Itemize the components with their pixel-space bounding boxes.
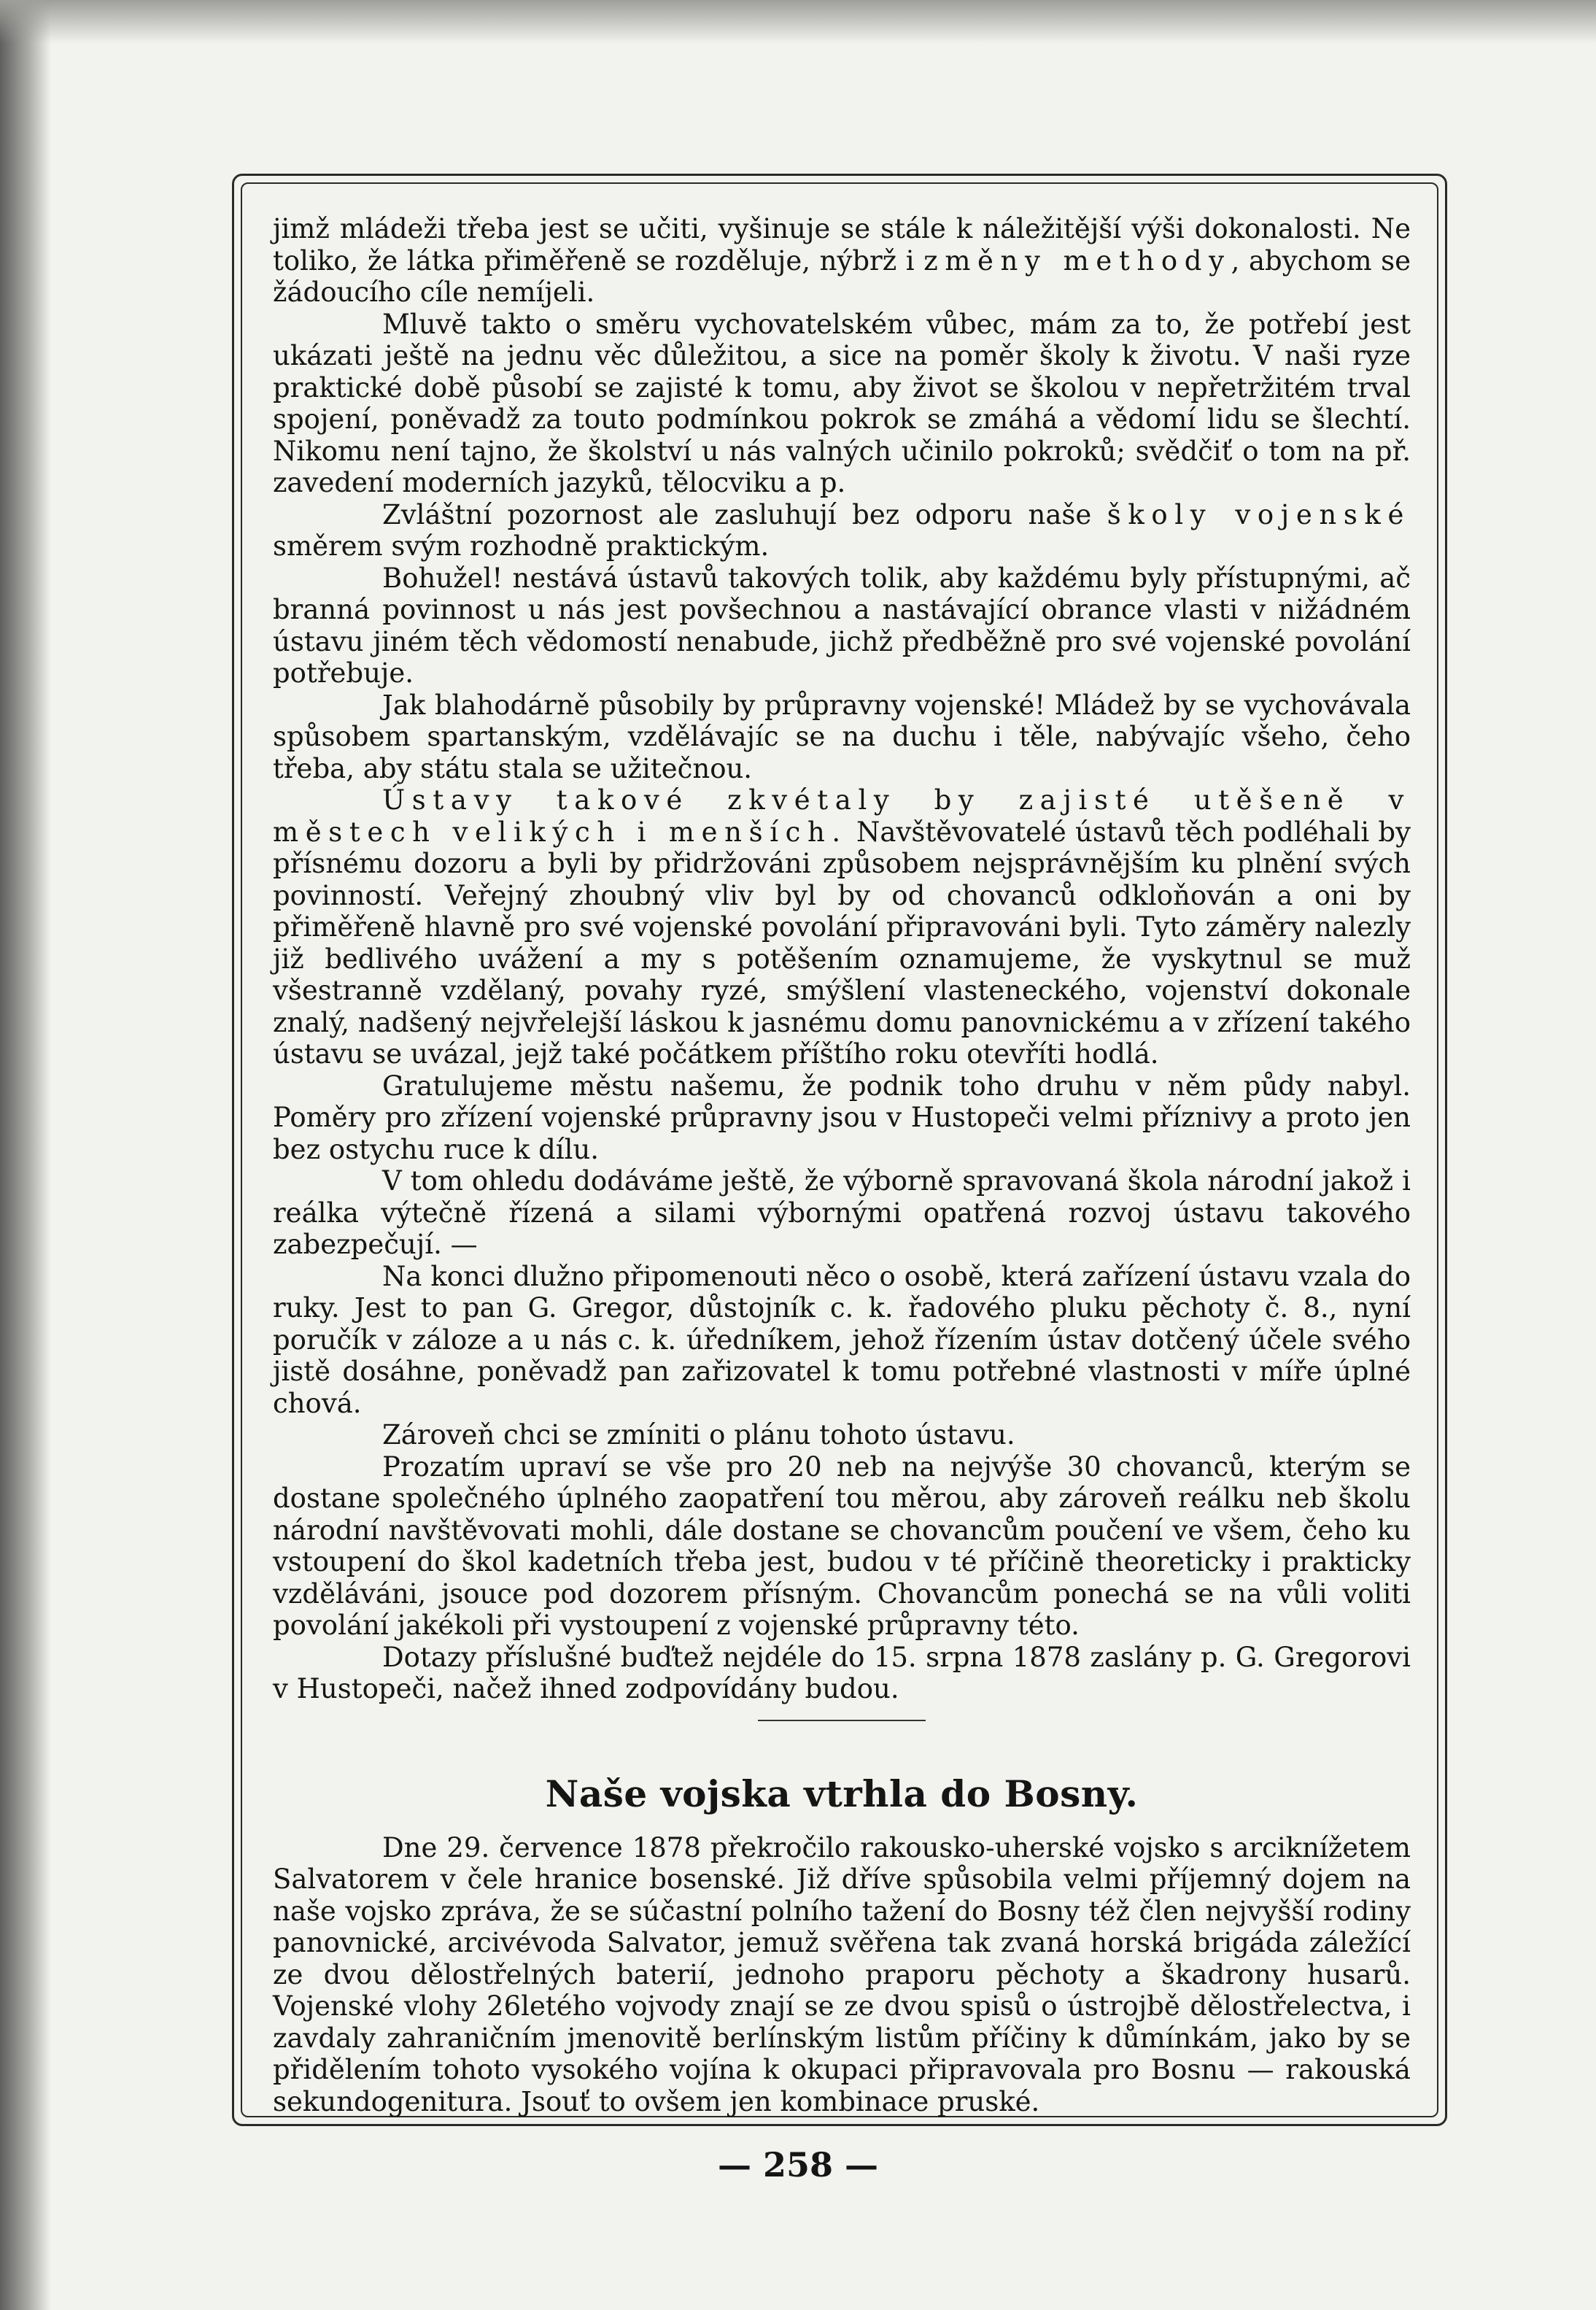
- page-number: — 258 —: [717, 2145, 879, 2185]
- article-bosnia: [273, 1772, 1411, 2118]
- paragraph-10: Zároveň chci se zmíniti o plánu tohoto ústavu.: [382, 1419, 1015, 1450]
- paragraph-bosnia-1: Dne 29. července 1878 překročilo rakousko-uherské vojsko s arciknížetem Salvatorem v čele hranice bosenské. Již dříve spůsobila velmi příjemný dojem na naše vojsko zpráva, že se súčastní polního tažení do Bosny též člen nejvyšší rodiny panovnické, arcivévoda Salvator, jemuž svěřena tak zvaná horská brigáda záležící ze dvou dělostřelných baterií, jednoho praporu pěchoty a škadrony husarů. Vojenské vlohy 26letého vojvody znají se ze dvou spisů o ústrojbě dělostřelectva, i zavdaly zahraničním jmenovitě berlínským listům příčiny k důmínkám, jako by se přidělením tohoto vysokého vojína k okupaci připravovala pro Bosnu — rakouská sekundogenitura. Jsouť to ovšem jen kombinace pruské.: [273, 1831, 1411, 2117]
- paragraph-2: Mluvě takto o směru vychovatelském vůbec, mám za to, že potřebí jest ukázati ještě na jednu věc důležitou, a sice na poměr školy k životu. V naši ryze praktické době působí se zajisté k tomu, aby život se školou v nepřetržitém trval spojení, poněvadž za touto podmínkou pokrok se zmáhá a vědomí lidu se šlechtí. Nikomu není tajno, že školství u nás valných učinilo pokroků; svědčiť o tom na př. zavedení moderních jazyků, tělocviku a p.: [273, 308, 1411, 498]
- section-divider: [758, 1720, 926, 1721]
- paragraph-4: Bohužel! nestává ústavů takových tolik, aby každému byly přístupnými, ač branná povinnost u nás jest povšechnou a nastávající obrance vlasti v nižádném ústavu jiném těch vědomostí nenabude, jichž předběžně pro své vojenské povolání potřebuje.: [273, 562, 1411, 689]
- emphasis-methods: změny methody: [923, 244, 1231, 277]
- emphasis-institutes: Ústavy takové zkvétaly by zajisté utěšeně v městech velikých i menších.: [273, 784, 1411, 848]
- paragraph-3-text-a: Zvláštní pozornost ale zasluhují bez odporu naše: [382, 498, 1107, 530]
- scan-shadow-left: [0, 0, 51, 2310]
- paragraph-6: [273, 784, 1411, 1070]
- paragraph-5: Jak blahodárně působily by průpravny vojenské! Mládež by se vychovávala spůsobem spartanským, vzdělávajíc se na duchu i těle, nabývajíc všeho, čeho třeba, aby státu stala se užitečnou.: [273, 689, 1411, 784]
- paragraph-1-text-c: , abychom se žádoucího cíle nemíjeli.: [273, 244, 1411, 308]
- paragraph-9: Na konci dlužno připomenouti něco o osobě, která zařízení ústavu vzala do ruky. Jest to pan G. Gregor, důstojník c. k. řadového pluku pěchoty č. 8., nyní poručík v záloze a u nás c. k. úředníkem, jehož řízením ústav dotčený účele svého jistě dosáhne, poněvadž pan zařizovatel k tomu potřebné vlastnosti v míře úplné chová.: [273, 1260, 1411, 1419]
- paragraph-3-text-c: směrem svým rozhodně praktickým.: [273, 530, 770, 562]
- paragraph-11: Prozatím upraví se vše pro 20 neb na nejvýše 30 chovanců, kterým se dostane společného úplného zaopatření tou měrou, aby zároveň reálku neb školu národní navštěvovati mohli, dále dostane se chovancům poučení ve všem, čeho ku vstoupení do škol kadetních třeba jest, budou v té příčině theoreticky i prakticky vzděláváni, jsouce pod dozorem přísným. Chovancům ponechá se na vůli voliti povolání jakékoli při vystoupení z vojenské průpravny této.: [273, 1450, 1411, 1641]
- paragraph-6-text-b: Navštěvovatelé ústavů těch podléhali by přísnému dozoru a byli by přidržováni způsobem nejsprávnějším ku plnění svých povinností. Veřejný zhoubný vliv byl by od chovanců odkloňován a oni by přiměřeně hlavně pro své vojenské povolání připravováni byli. Tyto záměry nalezly již bedlivého uvážení a my s potěšením oznamujeme, že vyskytnul se muž všestranně vzdělaný, povahy ryzé, smýšlení vlasteneckého, vojenství dokonale znalý, nadšený nejvřelejší láskou k jasnému domu panovnickému a v zřízení takého ústavu se uvázal, jejž také počátkem příštího roku otevříti hodlá.: [273, 816, 1411, 1070]
- paragraph-12: Dotazy příslušné buďtež nejdéle do 15. srpna 1878 zaslány p. G. Gregorovi v Hustopeči, načež ihned zodpovídány budou.: [273, 1641, 1411, 1704]
- paragraph-7: Gratulujeme městu našemu, že podnik toho druhu v něm půdy nabyl. Poměry pro zřízení vojenské průpravny jsou v Hustopeči velmi příznivy a proto jen bez ostychu ruce k dílu.: [273, 1070, 1411, 1165]
- article-title: Naše vojska vtrhla do Bosny.: [545, 1772, 1139, 1815]
- article-military-school: [273, 213, 1411, 1705]
- paragraph-1-text-a: jimž mládeži třeba jest se učiti, vyšinuje se stále k náležitější výši dokonalosti. Ne toliko, že látka přiměřeně se rozděluje, nýbrž i: [273, 213, 1411, 277]
- paragraph-1: [273, 213, 1411, 309]
- page-content: [273, 213, 1411, 2117]
- paragraph-3: [273, 499, 1411, 563]
- paragraph-8: V tom ohledu dodáváme ještě, že výborně spravovaná škola národní jakož i reálka výtečně řízená a silami výbornými opatřená rozvoj ústavu takového zabezpečují. —: [273, 1165, 1411, 1260]
- scan-shadow-top: [0, 0, 1596, 44]
- emphasis-military-schools: školy vojenské: [1107, 498, 1411, 530]
